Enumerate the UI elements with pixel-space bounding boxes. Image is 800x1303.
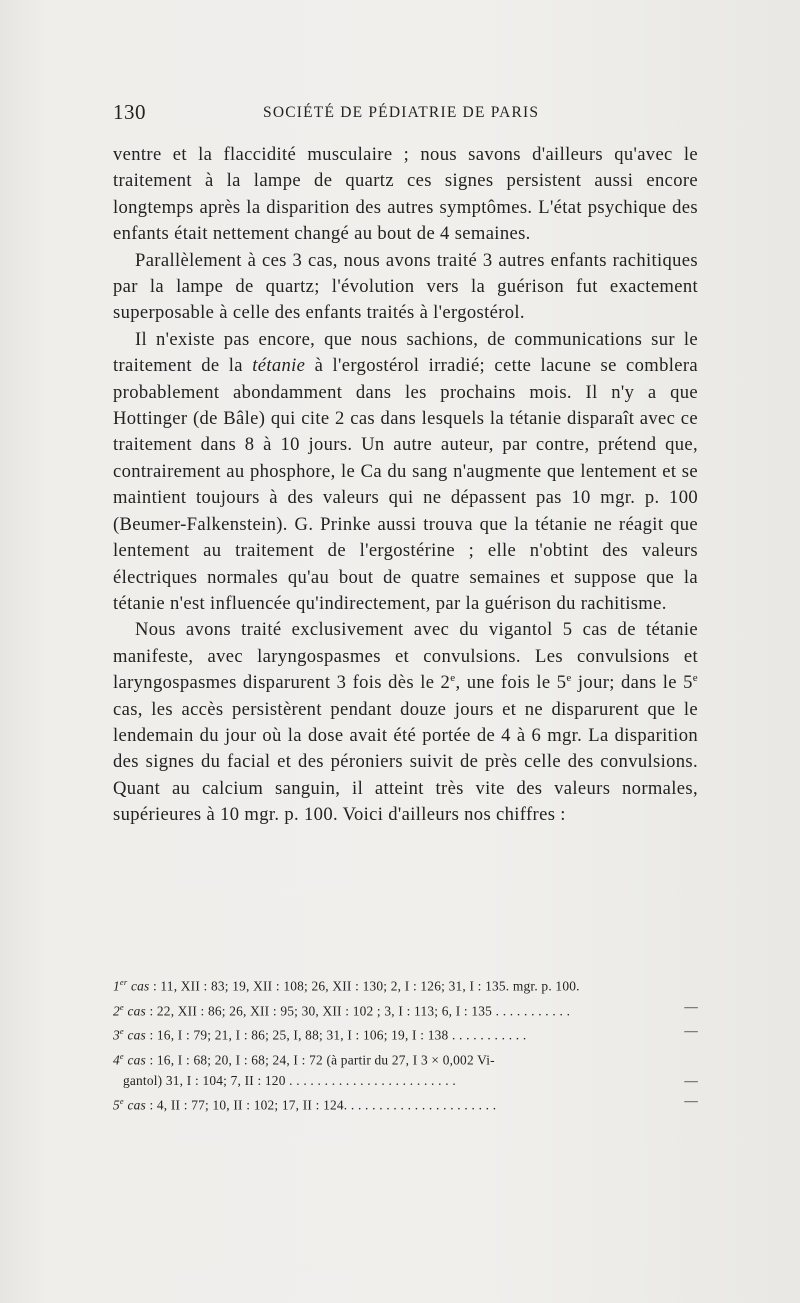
- case-ordinal-sup: e: [119, 1001, 124, 1012]
- case-label: cas: [123, 1003, 146, 1019]
- case-ordinal: 1: [113, 978, 120, 994]
- case-row: [113, 1046, 698, 1071]
- case-values: gantol) 31, I : 104; 7, II : 120 . . . . . . . . . . . . . . . . . . . . . . . .: [123, 1072, 456, 1088]
- ditto-dash: —: [684, 1092, 698, 1108]
- case-values: : 16, I : 79; 21, I : 86; 25, I, 88; 31, I : 106; 19, I : 138 . . . . . . . . . . .: [145, 1027, 527, 1043]
- page-header: [113, 100, 695, 126]
- case-label: cas: [127, 978, 150, 994]
- case-entry: [113, 972, 692, 997]
- page-number: 130: [113, 100, 146, 124]
- ordinal-sup: e: [566, 671, 572, 684]
- case-label: cas: [123, 1052, 146, 1068]
- ditto-dash: —: [684, 998, 698, 1014]
- body-text: [113, 142, 698, 829]
- paragraph-2: Parallèlement à ces 3 cas, nous avons traité 3 autres enfants rachitiques par la lampe de quartz; l'évolution vers la guérison fut exactement superposable à celle des enfants traités à l'ergostérol.: [113, 249, 698, 324]
- ditto-dash: —: [684, 1023, 698, 1039]
- case-entry: [113, 997, 678, 1022]
- case-ordinal: 2: [113, 1003, 120, 1019]
- case-row: [113, 1021, 698, 1046]
- case-label: cas: [123, 1027, 146, 1043]
- case-ordinal-sup: e: [119, 1026, 124, 1037]
- paragraph-4-part-3: jour; dans le 5: [571, 672, 693, 694]
- case-ordinal-sup: e: [119, 1051, 124, 1062]
- case-entry: [113, 1021, 678, 1046]
- case-values: : 11, XII : 83; 19, XII : 108; 26, XII : 130; 2, I : 126; 31, I : 135. mgr. p. 100.: [149, 978, 580, 994]
- case-data-list: [113, 972, 698, 1116]
- case-row: [113, 1091, 698, 1116]
- ordinal-sup: e: [450, 671, 456, 684]
- case-row: [113, 997, 698, 1022]
- case-ordinal: 3: [113, 1027, 120, 1043]
- case-entry: [113, 1071, 678, 1091]
- paragraph-4-part-1: Nous avons traité exclusivement avec du vigantol 5 cas de tétanie manifeste, avec laryngospasmes et convulsions. Les convulsions et laryngospasmes disparurent 3 fois dès le 2: [113, 619, 698, 694]
- case-values: : 4, II : 77; 10, II : 102; 17, II : 124. . . . . . . . . . . . . . . . . . . . . .: [145, 1097, 497, 1113]
- paragraph-1: ventre et la flaccidité musculaire ; nous savons d'ailleurs qu'avec le traitement à la lampe de quartz ces signes persistent aussi encore longtemps après la disparition des autres symptômes. L'état psychique des enfants était nettement changé au bout de 4 semaines.: [113, 144, 698, 245]
- case-entry: [113, 1091, 678, 1116]
- case-values: : 16, I : 68; 20, I : 68; 24, I : 72 (à partir du 27, I 3 × 0,002 Vi-: [145, 1052, 495, 1068]
- ditto-dash: [692, 972, 698, 997]
- ditto-dash: [692, 1046, 698, 1071]
- case-label: cas: [123, 1097, 146, 1113]
- paragraph-4-part-4: cas, les accès persistèrent pendant douze jours et ne disparurent que le lendemain du jour où la dose avait été portée de 4 à 6 mgr. La disparition des signes du facial et des péroniers suivit de près celle des convulsions. Quant au calcium sanguin, il atteint très vite des valeurs normales, supérieures à 10 mgr. p. 100. Voici d'ailleurs nos chiffres :: [113, 698, 698, 826]
- case-ordinal: 5: [113, 1097, 120, 1113]
- running-head: SOCIÉTÉ DE PÉDIATRIE DE PARIS: [263, 104, 540, 121]
- case-ordinal: 4: [113, 1052, 120, 1068]
- case-entry: [113, 1046, 692, 1071]
- case-values: : 22, XII : 86; 26, XII : 95; 30, XII : 102 ; 3, I : 113; 6, I : 135 . . . . . . . . . . .: [145, 1003, 571, 1019]
- ditto-dash: —: [684, 1072, 698, 1088]
- paragraph-4-part-2: , une fois le 5: [455, 672, 567, 694]
- paragraph-3-before: Il n'existe pas encore, que nous sachions, de communications sur le traitement de la: [113, 328, 698, 377]
- case-row: [113, 972, 698, 997]
- paragraph-3-italic-term: tétanie: [252, 355, 306, 377]
- paragraph-3: [113, 327, 698, 617]
- paragraph-3-after: à l'ergostérol irradié; cette lacune se comblera probablement abondamment dans les prochains mois. Il n'y a que Hottinger (de Bâle) qui cite 2 cas dans lesquels la tétanie disparaît avec ce traitement dans 8 à 10 jours. Un autre auteur, par contre, prétend que, contrairement au phosphore, le Ca du sang n'augmente que lentement et se maintient toujours à des valeurs qui ne dépassent pas 10 mgr. p. 100 (Beumer-Falkenstein). G. Prinke aussi trouva que la tétanie ne réagit que lentement au traitement de l'ergostérine ; elle n'obtint des valeurs électriques normales qu'au bout de quatre semaines et suppose que la tétanie n'est influencée qu'indirectement, par la guérison du rachitisme.: [113, 355, 698, 614]
- ordinal-sup: e: [692, 671, 699, 684]
- case-row-continuation: [113, 1071, 698, 1091]
- case-ordinal-sup: e: [119, 1095, 124, 1106]
- paragraph-4: [113, 617, 698, 828]
- case-ordinal-sup: er: [119, 977, 128, 987]
